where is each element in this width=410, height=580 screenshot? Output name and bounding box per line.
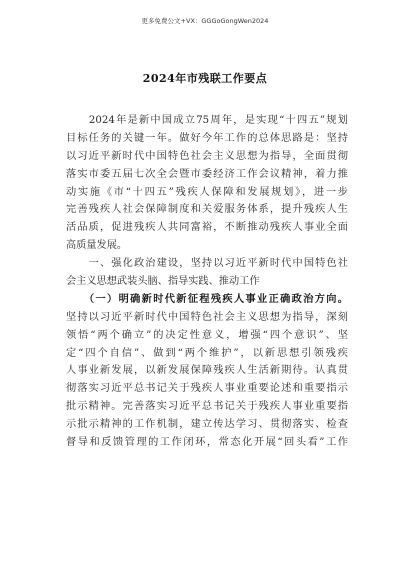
paragraph-line: 示批示精神的工作机制，建立传达学习、贯彻落实、检查 <box>66 419 348 431</box>
paragraph-line: 动实施《市“十四五”残疾人保障和发展规划》，进一步 <box>66 186 348 198</box>
paragraph-line: 彻落实习近平总书记关于残疾人事业重要论述和重要指示 <box>66 383 348 395</box>
paragraph-line: 目标任务的关键一年。做好今年工作的总体思路是：坚持 <box>66 132 348 144</box>
paragraph-line: 定“四个自信”、做到“两个维护”，以新思想引领残疾 <box>66 347 348 359</box>
paragraph-line: 以习近平新时代中国特色社会主义思想为指导，全面贯彻 <box>66 150 348 162</box>
paragraph-line: 2024年是新中国成立75周年，是实现“十四五”规划 <box>66 115 348 126</box>
paragraph-line: （一）明确新时代新征程残疾人事业正确政治方向。 <box>66 292 348 305</box>
paragraph-line: 领悟“两个确立”的决定性意义，增强“四个意识”、坚 <box>66 329 348 341</box>
document-body <box>66 112 348 452</box>
header-note: 更多免费公文+VX：GGGoGongWen2024 <box>141 17 269 25</box>
paragraph-line: 一、强化政治建设，坚持以习近平新时代中国特色社 <box>66 258 348 270</box>
paragraph-line: 高质量发展。 <box>66 240 128 252</box>
paragraph-line: 落实市委五届七次全会暨市委经济工作会议精神，着力推 <box>66 168 348 180</box>
document-title: 2024年市残联工作要点 <box>142 72 268 85</box>
paragraph-line: 批示精神。完善落实习近平总书记关于残疾人事业重要指 <box>66 401 348 413</box>
paragraph-line: 活品质，促进残疾人共同富裕，不断推动残疾人事业全面 <box>66 222 348 234</box>
paragraph-line: 会主义思想武装头脑、指导实践、推动工作 <box>66 276 260 288</box>
paragraph-line: 人事业新发展，以新发展保障残疾人生活新期待。认真贯 <box>66 365 348 377</box>
paragraph-line: 坚持以习近平新时代中国特色社会主义思想为指导，深刻 <box>66 311 348 323</box>
paragraph-line: 完善残疾人社会保障制度和关爱服务体系，提升残疾人生 <box>66 204 348 216</box>
paragraph-line: 督导和反馈管理的工作闭环，常态化开展“回头看”工作 <box>66 437 348 449</box>
